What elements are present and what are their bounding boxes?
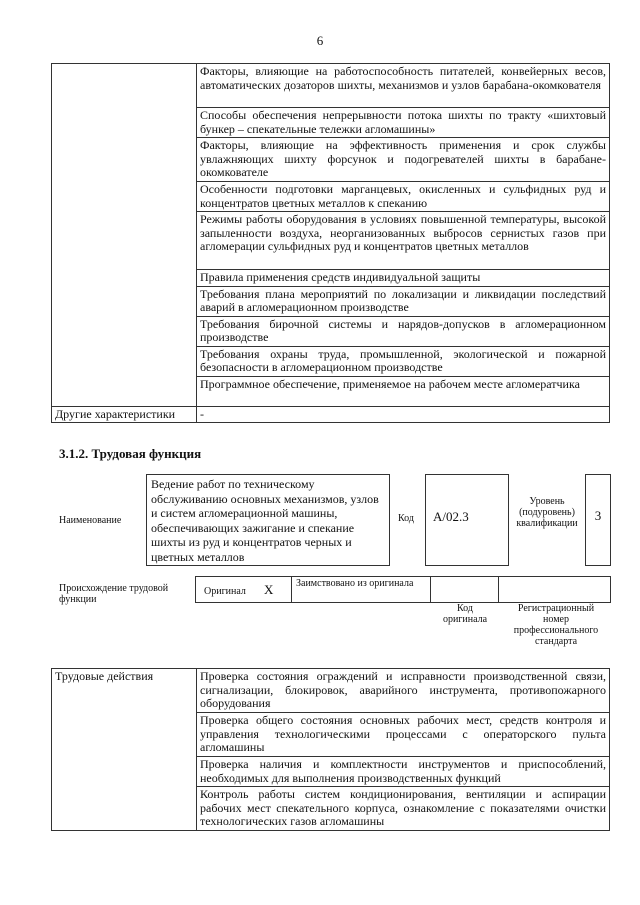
table-row: Проверка состояния ограждений и исправности производственной связи, сигнализации, блокировок, аварийного инструмента, противопожарного оборудования [197,669,610,713]
table-row: Проверка наличия и комплектности инструментов и приспособлений, необходимых для выполнения производственных функций [197,757,610,787]
borrowed-label: Заимствовано из оригинала [296,578,414,589]
level-label: Уровень (подуровень) квалификации [516,496,578,529]
code-value: А/02.3 [433,509,469,524]
empty-label-cell [52,64,197,407]
table-row: Контроль работы систем кондиционирования, вентиляции и аспирации рабочих мест спекательного корпуса, ознакомление с показателями очистки технологических газов агломашины [197,787,610,831]
table-row: Проверка общего состояния основных рабочих мест, средств контроля и управления технологическими процессами с операторского пульта агломашины [197,713,610,757]
other-characteristics-value: - [197,406,610,423]
table-row: Требования бирочной системы и нарядов-допусков в агломерационном производстве [197,316,610,346]
level-value: 3 [594,508,602,523]
table-row: Правила применения средств индивидуальной защиты [197,270,610,287]
table-row: Программное обеспечение, применяемое на рабочем месте агломератчика [197,376,610,406]
origin-label: Происхождение трудовой функции [59,583,169,605]
code-original-caption: Код оригинала [442,603,488,625]
table-row: Способы обеспечения непрерывности потока шихты по тракту «шихтовый бункер – спекательные тележки агломашины» [197,108,610,138]
other-characteristics-label: Другие характеристики [52,406,197,423]
knowledge-table [51,63,610,423]
table-row: Факторы, влияющие на эффективность применения и срок службы увлажняющих шихту форсунок и подогревателей шихты в барабане-окомкователе [197,138,610,182]
actions-label: Трудовые действия [52,669,197,831]
table-row: Факторы, влияющие на работоспособность питателей, конвейерных весов, автоматических дозаторов шихты, механизмов и узлов барабана-окомкователя [197,64,610,108]
page-number: 6 [316,33,324,48]
table-row: Особенности подготовки марганцевых, окисленных и сульфидных руд и концентратов цветных металлов к спеканию [197,182,610,212]
original-mark: X [264,582,274,597]
table-row: Требования плана мероприятий по локализации и ликвидации последствий аварий в агломерационном производстве [197,286,610,316]
function-name: Ведение работ по техническому обслуживанию основных механизмов, узлов и систем агломерационной машины, обеспечивающих зажигание и спекание шихты из руд и концентратов черных и цветных металлов [151,477,379,564]
actions-table [51,668,610,831]
table-row: Режимы работы оборудования в условиях повышенной температуры, высокой запыленности воздуха, неорганизованных выбросов сернистых газов при агломерации сульфидных руд и концентратов цветных металлов [197,212,610,270]
function-name-box [146,474,390,566]
section-heading: 3.1.2. Трудовая функция [59,446,202,461]
code-box [425,474,509,566]
origin-row [195,576,611,603]
code-label: Код [398,513,414,524]
name-label: Наименование [59,515,122,526]
level-box [585,474,611,566]
table-row: Требования охраны труда, промышленной, экологической и пожарной безопасности в агломерационном производстве [197,346,610,376]
original-label: Оригинал [204,586,246,597]
registration-caption: Регистрационный номер профессионального стандарта [513,603,599,647]
